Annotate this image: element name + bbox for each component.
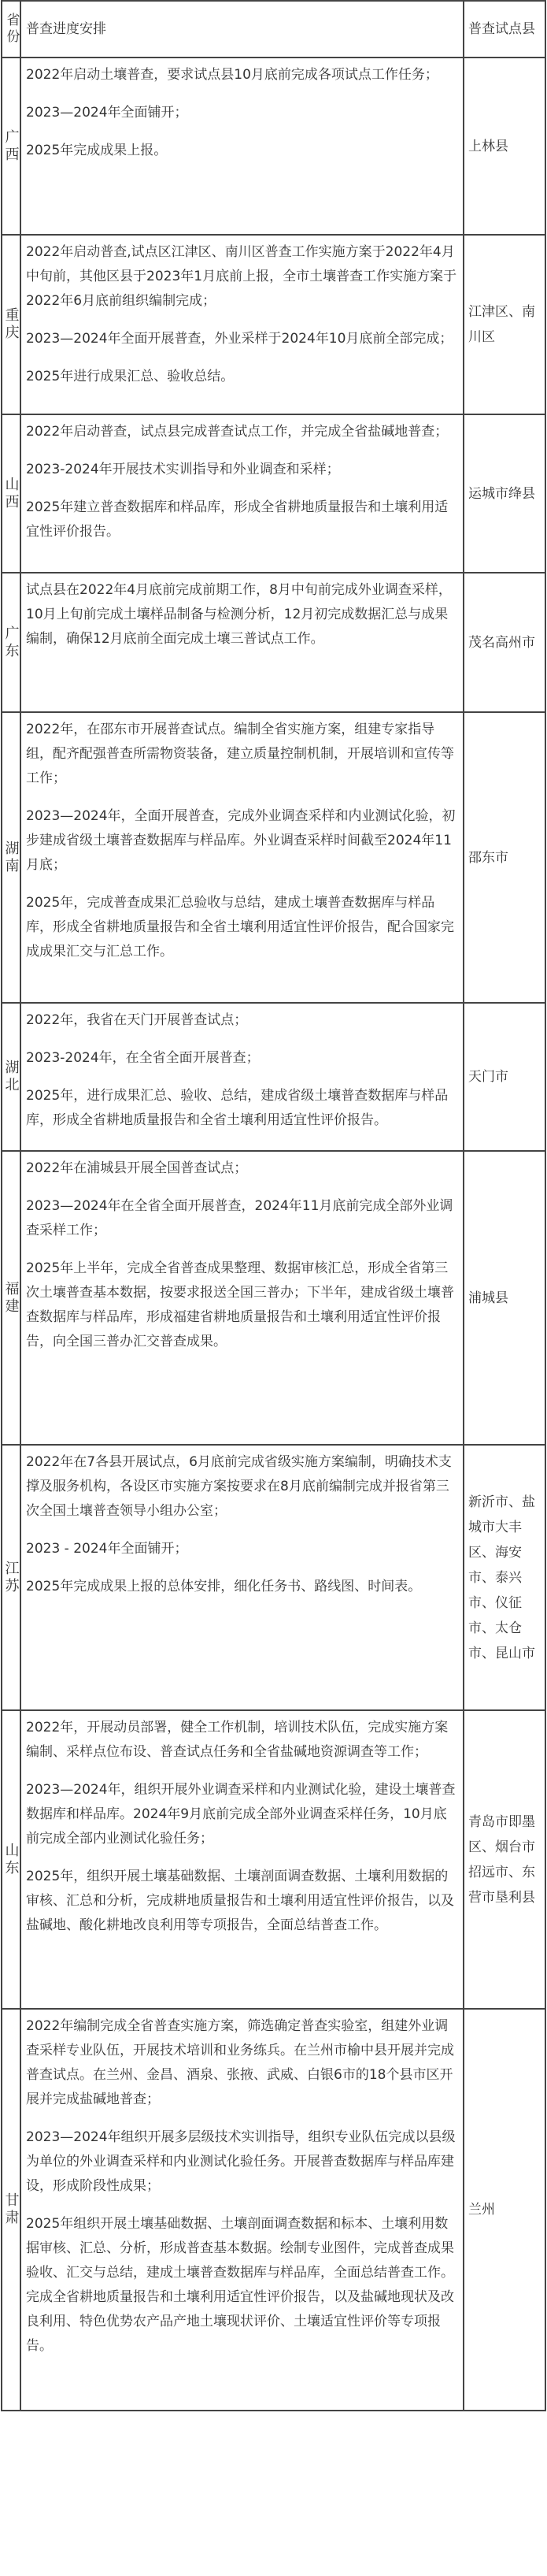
pilot-county-cell: 邵东市	[468, 849, 508, 866]
schedule-paragraph: 2023 - 2024年全面铺开；	[26, 1541, 188, 1557]
pilot-county-cell: 兰州	[468, 2202, 495, 2218]
province-cell: 广西	[2, 58, 21, 234]
schedule-paragraph: 2023—2024年全面铺开；	[26, 105, 188, 121]
province-cell: 湖南	[2, 713, 21, 1002]
schedule-cell	[21, 236, 464, 414]
schedule-paragraph: 2022年，在邵东市开展普查试点。编制全省实施方案，组建专家指导组，配齐配强普查所需物资装备，建立质量控制机制，开展培训和宣传等工作；	[26, 722, 454, 786]
province-cell: 甘肃	[2, 2010, 21, 2410]
schedule-paragraph: 试点县在2022年4月底前完成前期工作，8月中旬前完成外业调查采样，10月上旬前完成土壤样品制备与检测分析，12月初完成数据汇总与成果编制，确保12月底前全面完成土壤三普试点工作。	[26, 582, 452, 647]
pilot-county-cell: 上林县	[468, 138, 508, 154]
table-row	[2, 2010, 545, 2410]
schedule-paragraph: 2023-2024年开展技术实训指导和外业调查和采样；	[26, 462, 340, 477]
schedule-paragraph: 2022年启动普查，试点县完成普查试点工作，并完成全省盐碱地普查；	[26, 424, 449, 440]
table-row	[2, 415, 545, 573]
pilot-county-cell: 运城市绛县	[468, 485, 535, 502]
table-row	[2, 1152, 545, 1446]
pilot-county-cell: 江津区、南川区	[468, 304, 535, 345]
province-cell: 山东	[2, 1711, 21, 2008]
schedule-paragraph: 2023—2024年，全面开展普查，完成外业调查采样和内业测试化验，初步建成省级土壤普查数据库与样品库。外业调查采样时间截至2024年11月底；	[26, 808, 456, 873]
province-cell: 江苏	[2, 1446, 21, 1709]
schedule-paragraph: 2025年完成成果上报。	[26, 143, 168, 158]
header-pilot: 普查试点县	[468, 21, 535, 37]
schedule-cell	[21, 713, 464, 1002]
schedule-paragraph: 2025年组织开展土壤基础数据、土壤剖面调查数据和标本、土壤利用数据审核、汇总、分析，形成普查基本数据。绘制专业图件，完成普查成果验收、汇交与总结，建成土壤普查数据库与样品库，全面总结普查工作。完成全省耕地质量报告和土壤利用适宜性评价报告，以及盐碱地现状及改良利用、特色优势农产品产地土壤现状评价、土壤适宜性评价等专项报告。	[26, 2216, 454, 2354]
schedule-paragraph: 2025年，进行成果汇总、验收、总结，建成省级土壤普查数据库与样品库，形成全省耕地质量报告和全省土壤利用适宜性评价报告。	[26, 1088, 449, 1128]
table-header-row	[2, 2, 545, 58]
table-row	[2, 1711, 545, 2010]
table-row	[2, 236, 545, 415]
province-cell: 山西	[2, 415, 21, 572]
header-province: 省份	[2, 2, 21, 57]
pilot-county-cell: 青岛市即墨区、烟台市招远市、东营市垦利县	[468, 1813, 535, 1906]
schedule-paragraph: 2025年完成成果上报的总体安排，细化任务书、路线图、时间表。	[26, 1579, 422, 1594]
schedule-paragraph: 2022年在浦城县开展全国普查试点；	[26, 1160, 248, 1176]
schedule-cell	[21, 2010, 464, 2410]
schedule-paragraph: 2025年上半年，完成全省普查成果整理、数据审核汇总，形成全省第三次土壤普查基本数据，按要求报送全国三普办；下半年，建成省级土壤普查数据库与样品库，形成福建省耕地质量报告和土壤利用适宜性评价报告，向全国三普办汇交普查成果。	[26, 1260, 454, 1349]
table-row	[2, 1446, 545, 1711]
header-schedule: 普查进度安排	[21, 2, 464, 57]
schedule-cell	[21, 58, 464, 234]
schedule-paragraph: 2025年，组织开展土壤基础数据、土壤剖面调查数据、土壤利用数据的审核、汇总和分析，完成耕地质量报告和土壤利用适宜性评价报告，以及盐碱地、酸化耕地改良利用等专项报告，全面总结普查工作。	[26, 1869, 454, 1933]
schedule-paragraph: 2023—2024年，组织开展外业调查采样和内业测试化验，建设土壤普查数据库和样品库。2024年9月底前完成全部外业调查采样任务，10月底前完成全部内业测试化验任务；	[26, 1782, 456, 1847]
schedule-paragraph: 2023-2024年，在全省全面开展普查；	[26, 1050, 260, 1066]
schedule-cell	[21, 573, 464, 711]
schedule-paragraph: 2025年建立普查数据库和样品库，形成全省耕地质量报告和土壤利用适宜性评价报告。	[26, 499, 449, 540]
pilot-county-cell: 天门市	[468, 1069, 508, 1085]
table-body	[2, 58, 545, 2410]
pilot-county-cell: 茂名高州市	[468, 634, 535, 651]
schedule-paragraph: 2022年，开展动员部署，健全工作机制，培训技术队伍，完成实施方案编制、采样点位布设、普查试点任务和全省盐碱地资源调查等工作；	[26, 1720, 449, 1760]
table-row	[2, 573, 545, 713]
table-row	[2, 713, 545, 1004]
pilot-county-cell: 浦城县	[468, 1290, 508, 1306]
province-cell: 重庆	[2, 236, 21, 414]
schedule-cell	[21, 1711, 464, 2008]
schedule-paragraph: 2023—2024年组织开展多层级技术实训指导，组织专业队伍完成以县级为单位的外业调查采样和内业测试化验任务。开展普查数据库与样品库建设，形成阶段性成果；	[26, 2129, 456, 2194]
schedule-paragraph: 2022年启动土壤普查，要求试点县10月底前完成各项试点工作任务；	[26, 67, 438, 83]
schedule-cell	[21, 1152, 464, 1444]
schedule-cell	[21, 1446, 464, 1709]
table-row	[2, 58, 545, 236]
pilot-county-cell: 新沂市、盐城市大丰区、海安市、泰兴市、仪征市、太仓市、昆山市	[468, 1494, 535, 1661]
province-cell: 福建	[2, 1152, 21, 1444]
schedule-paragraph: 2025年进行成果汇总、验收总结。	[26, 369, 235, 384]
schedule-paragraph: 2025年，完成普查成果汇总验收与总结，建成土壤普查数据库与样品库，形成全省耕地质量报告和全省土壤利用适宜性评价报告，配合国家完成成果汇交与汇总工作。	[26, 895, 454, 960]
schedule-cell	[21, 1004, 464, 1150]
schedule-paragraph: 2022年在7各县开展试点，6月底前完成省级实施方案编制，明确技术支撑及服务机构，各设区市实施方案按要求在8月底前编制完成并报省第三次全国土壤普查领导小组办公室；	[26, 1454, 452, 1519]
schedule-cell	[21, 415, 464, 572]
schedule-table	[1, 0, 546, 2411]
schedule-paragraph: 2022年编制完成全省普查实施方案，筛选确定普查实验室，组建外业调查采样专业队伍，开展技术培训和业务练兵。在兰州市榆中县开展并完成普查试点。在兰州、金昌、酒泉、张掖、武威、白银6市的18个县市区开展并完成盐碱地普查；	[26, 2018, 454, 2107]
table-row	[2, 1004, 545, 1152]
schedule-paragraph: 2023—2024年全面开展普查，外业采样于2024年10月底前全部完成；	[26, 331, 453, 347]
schedule-paragraph: 2022年，我省在天门开展普查试点；	[26, 1012, 248, 1028]
schedule-paragraph: 2023—2024年在全省全面开展普查，2024年11月底前完成全部外业调查采样工作；	[26, 1198, 453, 1238]
province-cell: 湖北	[2, 1004, 21, 1150]
schedule-paragraph: 2022年启动普查,试点区江津区、南川区普查工作实施方案于2022年4月中旬前，其他区县于2023年1月底前上报，全市土壤普查工作实施方案于2022年6月底前组织编制完成；	[26, 244, 457, 309]
province-cell: 广东	[2, 573, 21, 711]
